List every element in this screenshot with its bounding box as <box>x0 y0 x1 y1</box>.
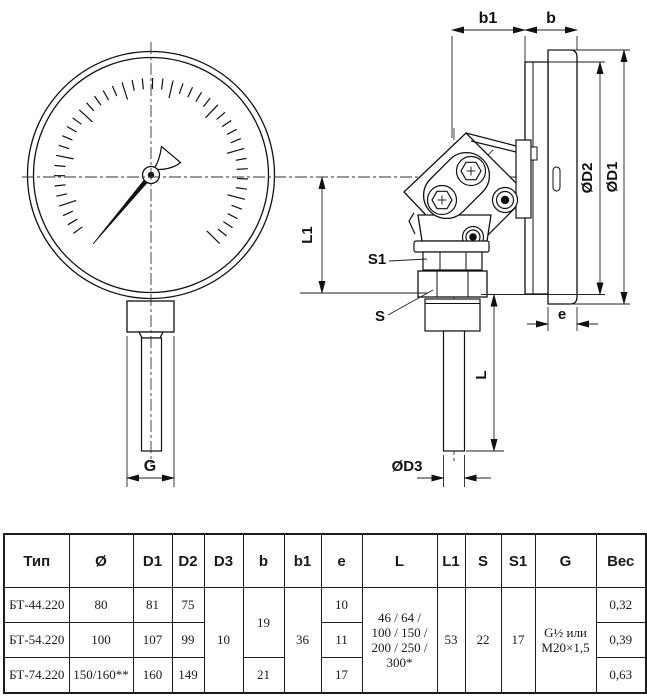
table-row <box>4 588 646 623</box>
cell-g-merged <box>535 588 596 694</box>
dim-label-od1: ØD1 <box>604 161 621 193</box>
cell-e: 17 <box>321 658 362 694</box>
hinge-left-tab <box>409 213 415 234</box>
l-value-line: 46 / 64 / <box>378 610 421 625</box>
dim-label-l1: L1 <box>299 226 316 244</box>
cell-s-merged: 22 <box>465 588 501 694</box>
cell-l1-merged: 53 <box>437 588 465 694</box>
needle <box>93 174 153 244</box>
swivel-hinge-assembly <box>404 133 537 257</box>
dim-label-od3: ØD3 <box>391 458 423 475</box>
g-value-line: G½ или <box>544 625 587 640</box>
l-value-line: 100 / 150 / <box>371 625 428 640</box>
col-header-e: e <box>321 534 362 588</box>
case-body <box>548 50 577 304</box>
immersion-stem <box>444 331 465 451</box>
cell-b1-merged: 36 <box>284 588 321 694</box>
dim-label-od2: ØD2 <box>579 162 596 194</box>
cell-type: БТ-54.220 <box>4 623 69 658</box>
header-row <box>4 534 646 588</box>
l-value-line: 200 / 250 / <box>371 640 428 655</box>
dim-label-b1: b1 <box>478 10 498 27</box>
dim-label-s: S <box>374 308 386 325</box>
hex-screw-lower <box>428 186 457 215</box>
dim-label-l: L <box>473 370 490 380</box>
cell-b-row3: 21 <box>243 658 284 694</box>
needle-counterweight <box>154 147 181 170</box>
col-header-l: L <box>362 534 437 588</box>
col-header-s: S <box>465 534 501 588</box>
col-header-g: G <box>535 534 596 588</box>
dim-label-e: e <box>557 306 567 323</box>
hinge-bracket <box>516 140 531 218</box>
g-value-line: М20×1,5 <box>541 640 590 655</box>
cell-weight: 0,63 <box>596 658 646 694</box>
col-header-d1: D1 <box>133 534 172 588</box>
cell-d2: 75 <box>172 588 204 623</box>
cell-l-merged <box>362 588 437 694</box>
cell-diameter: 80 <box>69 588 133 623</box>
col-header-diameter: Ø <box>69 534 133 588</box>
col-header-s1: S1 <box>501 534 535 588</box>
cell-diameter: 150/160** <box>69 658 133 694</box>
hinge-bracket-step <box>531 147 537 160</box>
col-header-l1: L1 <box>437 534 465 588</box>
col-header-b: b <box>243 534 284 588</box>
dim-label-s1: S1 <box>367 251 387 268</box>
cell-e: 10 <box>321 588 362 623</box>
cell-type: БТ-44.220 <box>4 588 69 623</box>
cell-d1: 160 <box>133 658 172 694</box>
col-header-type: Тип <box>4 534 69 588</box>
socket-screw-right <box>493 188 518 213</box>
case-slot <box>553 167 560 191</box>
cell-d1: 107 <box>133 623 172 658</box>
front-stem <box>142 338 162 451</box>
cell-d2: 149 <box>172 658 204 694</box>
front-neck <box>127 301 174 332</box>
dim-label-b: b <box>546 10 556 27</box>
side-view-case <box>525 50 577 304</box>
cell-d1: 81 <box>133 588 172 623</box>
cell-d3-merged: 10 <box>204 588 243 694</box>
dim-label-g: G <box>143 458 157 475</box>
cell-b-merged: 19 <box>243 588 284 658</box>
cell-weight: 0,32 <box>596 588 646 623</box>
l-value-line: 300* <box>386 655 413 670</box>
col-header-weight: Вес <box>596 534 646 588</box>
s1-hex-nut <box>423 252 482 270</box>
cell-diameter: 100 <box>69 623 133 658</box>
col-header-d2: D2 <box>172 534 204 588</box>
cell-s1-merged: 17 <box>501 588 535 694</box>
col-header-b1: b1 <box>284 534 321 588</box>
cell-weight: 0,39 <box>596 623 646 658</box>
hinge-flange <box>414 241 489 252</box>
col-header-d3: D3 <box>204 534 243 588</box>
cell-e: 11 <box>321 623 362 658</box>
dimension-table <box>3 533 647 694</box>
cell-d2: 99 <box>172 623 204 658</box>
hex-screw-upper <box>457 157 486 186</box>
s-hex-nut <box>418 271 487 297</box>
cell-type: БТ-74.220 <box>4 658 69 694</box>
fitting-and-stem <box>418 252 487 451</box>
